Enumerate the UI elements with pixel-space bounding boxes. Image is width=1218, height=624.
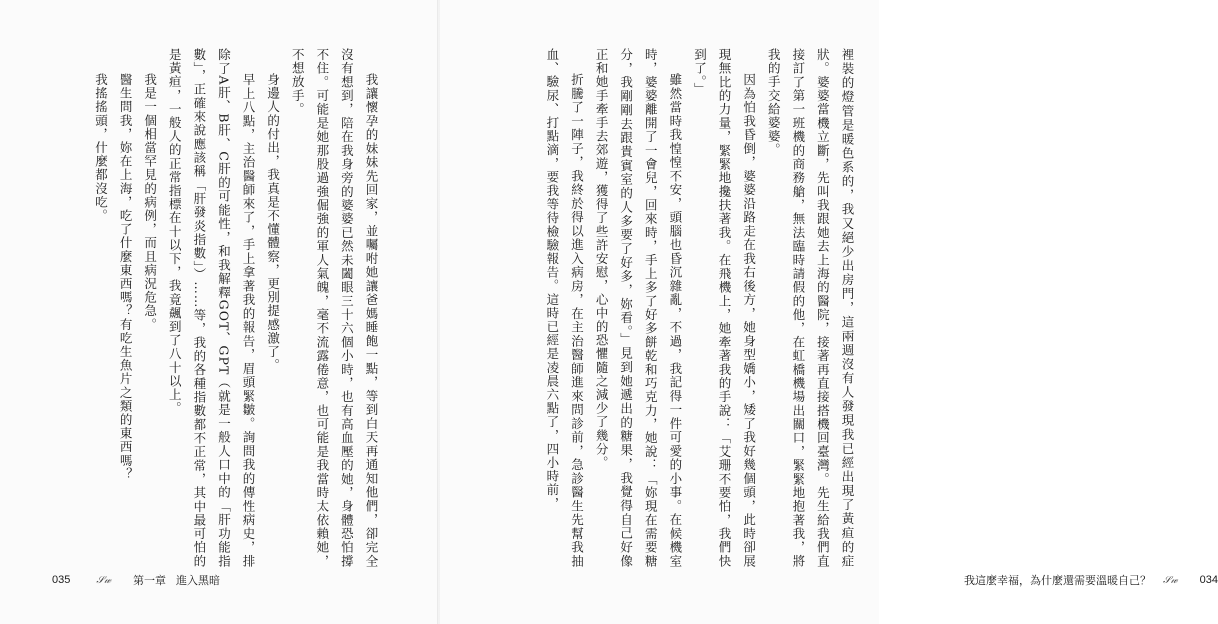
left-page: [0, 0, 438, 624]
page-number: 034: [1199, 574, 1218, 586]
publisher-logo: 𝒮𝓌: [96, 574, 112, 586]
paragraph: 我讓懷孕的妹妹先回家，並囑咐她讓爸媽睡飽一點，等到白天再通知他們，卻完全沒有想到，陪在我身旁的婆婆已然未闔眼三十六個小時，也有高血壓的她，身體恐怕撐不住。可能是她那股過強倔強的軍人氣魄，毫不流露倦意，也可能是我當時太依賴她，不想放手。: [290, 48, 379, 568]
left-page-footer: [52, 572, 220, 588]
paragraph: 我是一個相當罕見的病例，而且病況危急。: [142, 73, 158, 332]
paragraph: 折騰了一陣子，我終於得以進入病房，在主治醫師進來問診前，急診醫生先幫我抽血、驗尿、打點滴，要我等待檢驗報告。這時已經是凌晨六點了，四小時前，: [544, 48, 585, 568]
paragraph: 因為怕我昏倒，婆婆沿路走在我右後方，她身型嬌小，矮了我好幾個頭，此時卻展現無比的力量，緊緊地攙扶著我。在飛機上，她牽著我的手說：「艾珊不要怕，我們快到了。」: [692, 48, 757, 568]
page-number: 035: [52, 574, 71, 586]
paragraph: 早上八點，主治醫師來了，手上拿著我的報告，眉頭緊皺。詢問我的傳性病史，排除了A肝、B肝、C肝的可能性，和我解釋GOT、GPT（就是一般人口中的「肝功能指數」，正確來說應該稱「肝發炎指數」）……等，我的各種指數都不正常，其中最可怕的是黃疸，一般人的正常指標在十以下，我竟飆到了八十以上。: [167, 48, 257, 568]
paragraph: 我搖搖頭，什麼都沒吃。: [93, 73, 109, 223]
publisher-logo: 𝒮𝓌: [1163, 574, 1178, 586]
chapter-title: 進入黑暗: [176, 575, 221, 587]
paragraph: 身邊人的付出，我真是不懂體察，更別提感激了。: [265, 73, 281, 373]
paragraph: 裡裝的燈管是暖色系的，我又絕少出房門，這兩週沒有人發現我已經出現了黃疸的症狀。婆婆當機立斷，先叫我跟她去上海的醫院，接著再直接搭機回臺灣。先生給我們直接訂了第一班機的商務艙，無法臨時請假的他，在虹橋機場出關口，緊緊地抱著我，將我的手交給婆婆。: [766, 48, 855, 568]
right-page: [440, 0, 1218, 624]
paragraph: 雖然當時我惶惶不安，頭腦也昏沉雜亂，不過，我記得一件可愛的小事。在候機室時，婆婆離開了一會兒，回來時，手上多了好多餅乾和巧克力，她說：「妳現在需要糖分，我剛剛去跟貴賓室的人多要了好多，妳看。」見到她遞出的糖果，我覺得自己好像正和她手牽手去郊遊，獲得了些許安慰，心中的恐懼隨之減少了幾分。: [594, 48, 683, 568]
chapter-label: 第一章: [133, 575, 167, 587]
right-page-footer: [964, 572, 1218, 588]
right-page-body: [512, 48, 859, 568]
left-page-body: [36, 48, 383, 568]
book-title: 我這麼幸福，為什麼還需要溫暖自己？: [964, 575, 1151, 587]
paragraph: 醫生問我，妳在上海，吃了什麼東西嗎？有吃生魚片之類的東西嗎？: [118, 73, 134, 481]
